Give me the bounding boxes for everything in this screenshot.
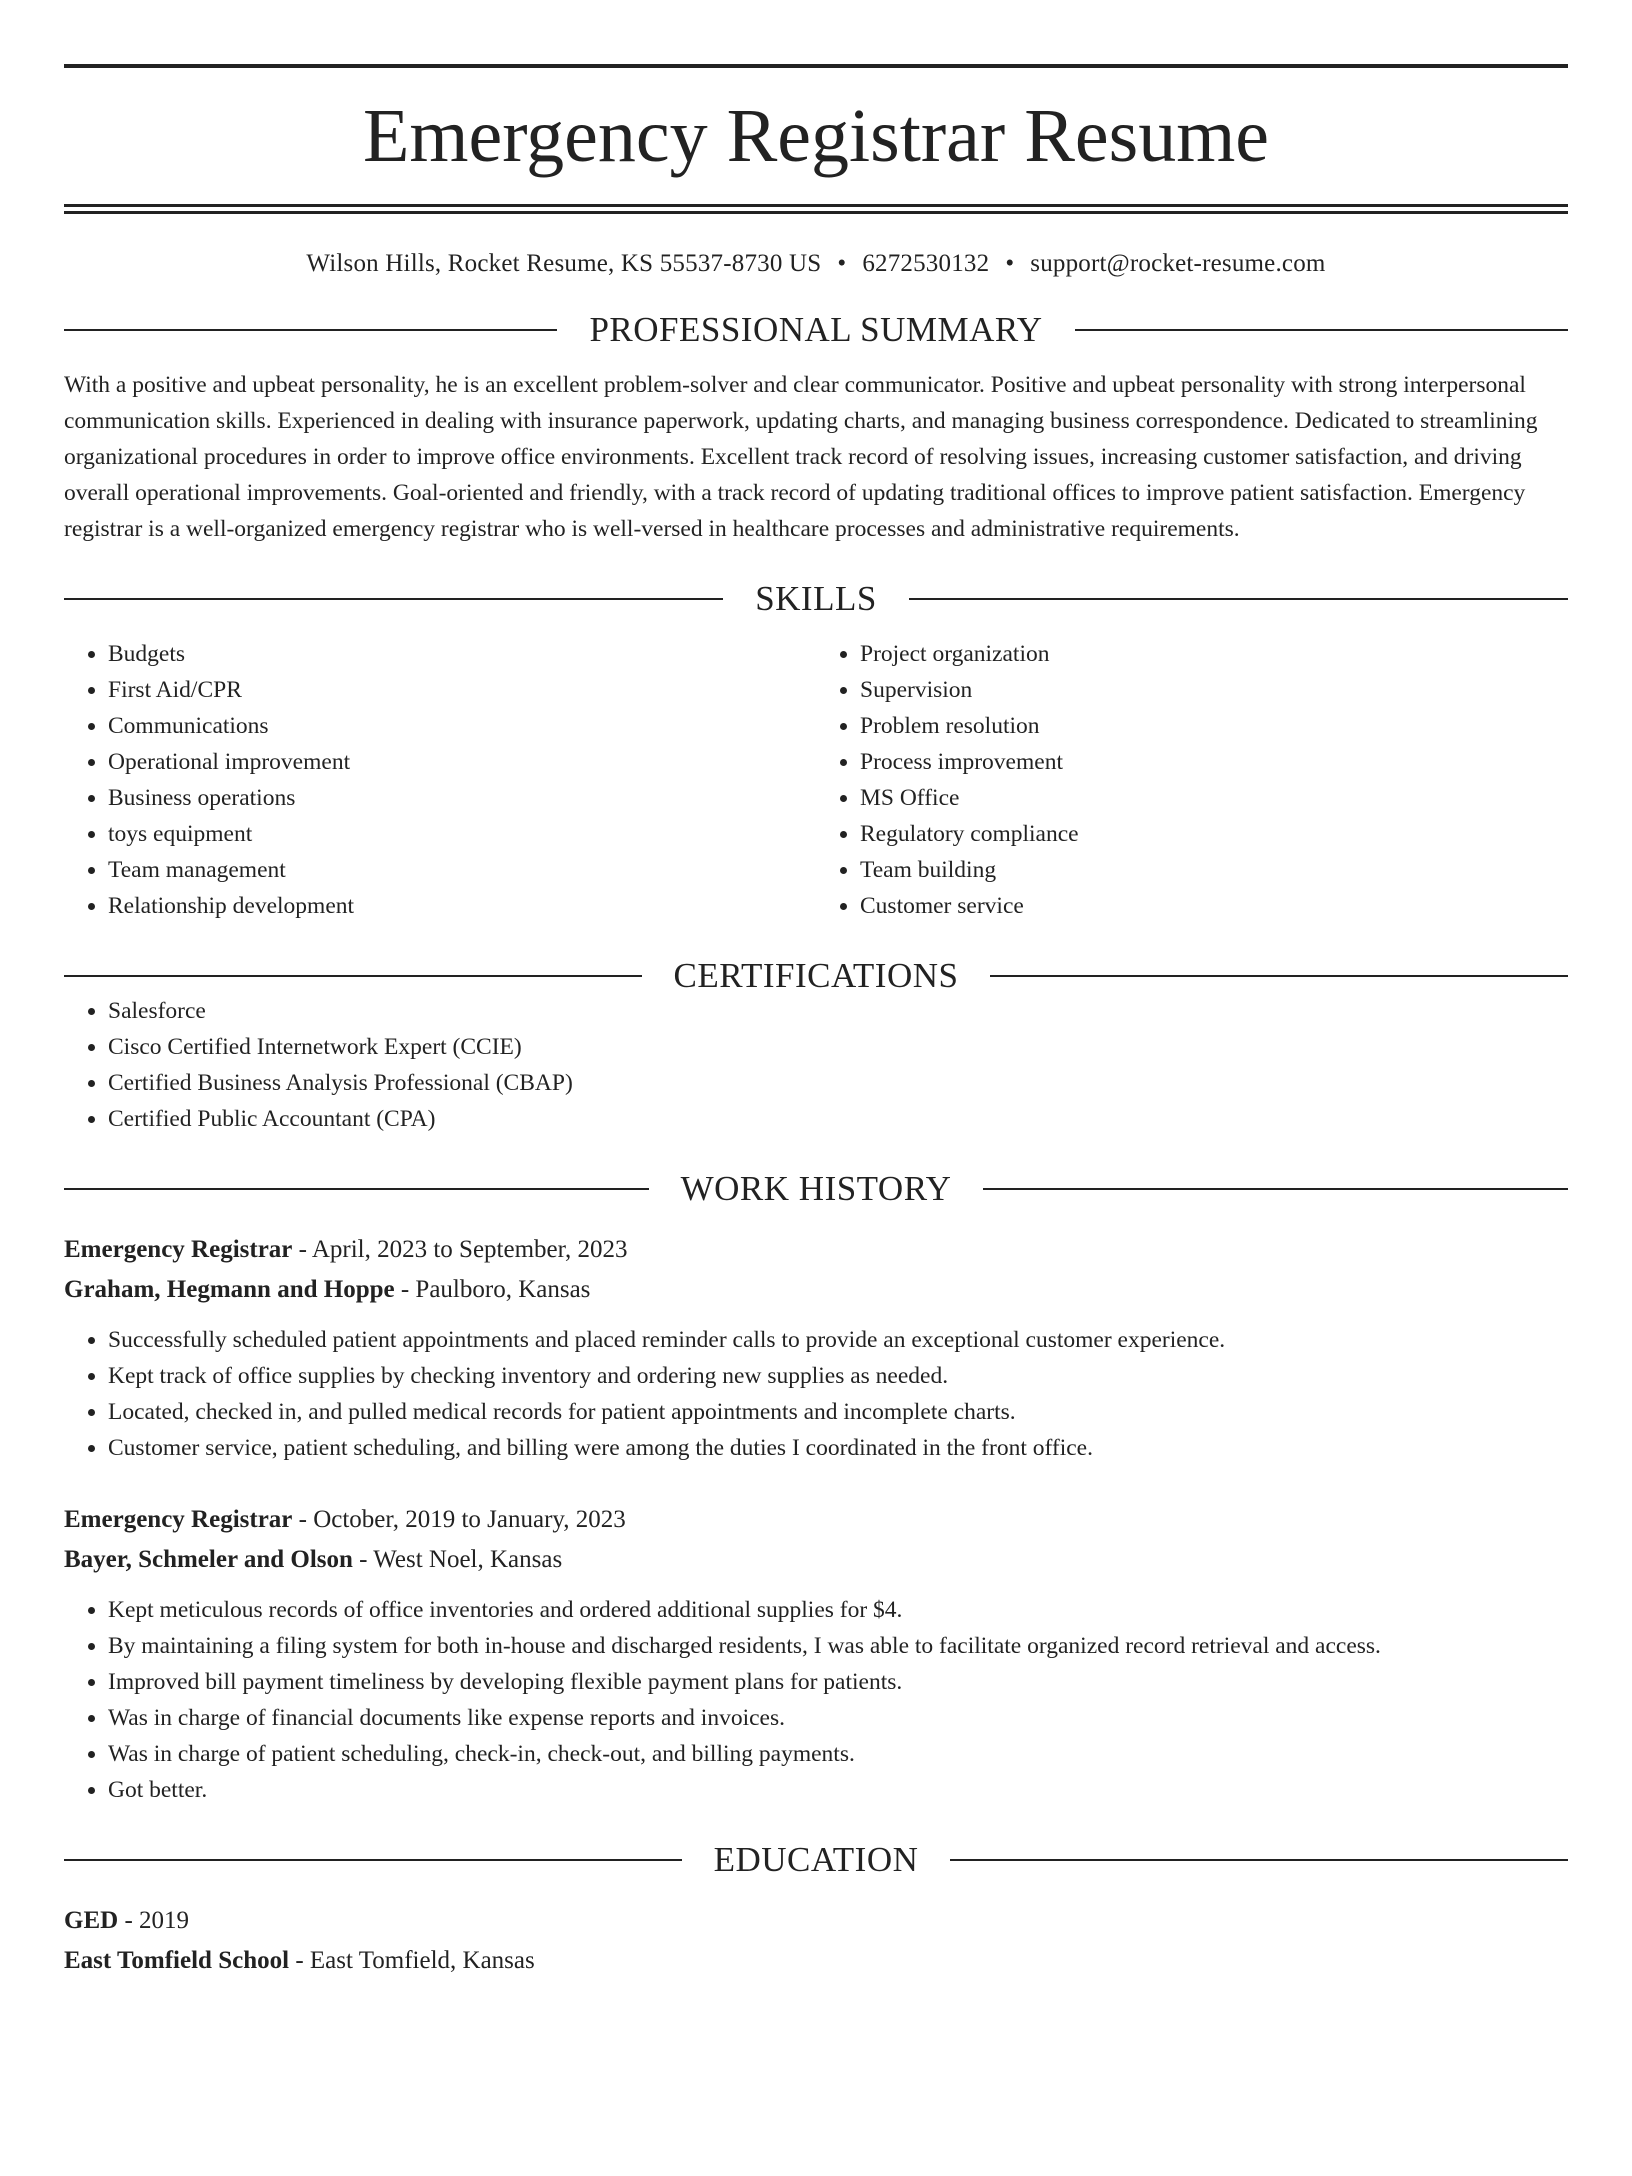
skill-item: • MS Office	[860, 780, 1568, 816]
job-bullet: • Got better.	[108, 1772, 1568, 1808]
section-heading-label: EDUCATION	[713, 1840, 919, 1879]
education-school: East Tomfield School	[64, 1947, 290, 1974]
heading-rule-right	[909, 598, 1568, 600]
job-bullet: • Successfully scheduled patient appointments and placed reminder calls to provide an exceptional customer experience.	[108, 1322, 1568, 1358]
job-dates: - April, 2023 to September, 2023	[292, 1236, 628, 1263]
contact-email: support@rocket-resume.com	[1030, 250, 1326, 277]
job-bullet: • Improved bill payment timeliness by developing flexible payment plans for patients.	[108, 1664, 1568, 1700]
skills-list-left	[64, 636, 816, 924]
job-bullet: • Kept meticulous records of office inventories and ordered additional supplies for $4.	[108, 1592, 1568, 1628]
heading-rule-left	[64, 329, 557, 331]
job-bullet: • Customer service, patient scheduling, and billing were among the duties I coordinated in the front office.	[108, 1430, 1568, 1466]
job-entry	[64, 1230, 1568, 1466]
section-heading-work-history	[64, 1171, 1568, 1206]
job-title-line	[64, 1230, 1568, 1270]
heading-rule-right	[990, 975, 1568, 977]
heading-rule-right	[983, 1188, 1568, 1190]
contact-line	[64, 250, 1568, 278]
skill-item: • Relationship development	[108, 888, 816, 924]
heading-rule-right	[950, 1859, 1568, 1861]
skills-column-left	[64, 636, 816, 924]
summary-text: With a positive and upbeat personality, he is an excellent problem-solver and clear communicator. Positive and upbeat personality with strong interpersonal communication skills. Experienced in dealing with insurance paperwork, updating charts, and managing business correspondence. Dedicated to streamlining organizational procedures in order to improve office environments. Excellent track record of resolving issues, increasing customer satisfaction, and driving overall operational improvements. Goal-oriented and friendly, with a track record of updating traditional offices to improve patient satisfaction. Emergency registrar is a well-organized emergency registrar who is well-versed in healthcare processes and administrative requirements.	[64, 372, 1538, 542]
job-bullets	[64, 1322, 1568, 1466]
job-company-line	[64, 1540, 1568, 1580]
skill-item: • Problem resolution	[860, 708, 1568, 744]
education-year: - 2019	[118, 1907, 190, 1934]
certification-item: • Cisco Certified Internetwork Expert (CCIE)	[108, 1029, 1568, 1065]
section-heading-label: CERTIFICATIONS	[673, 956, 959, 995]
skill-item: • Communications	[108, 708, 816, 744]
section-heading-label: PROFESSIONAL SUMMARY	[589, 310, 1043, 349]
job-bullets	[64, 1592, 1568, 1808]
job-location: - Paulboro, Kansas	[394, 1276, 591, 1303]
job-bullet: • Was in charge of financial documents like expense reports and invoices.	[108, 1700, 1568, 1736]
certifications-list	[64, 993, 1568, 1137]
skill-item: • Supervision	[860, 672, 1568, 708]
section-heading-skills	[64, 581, 1568, 616]
job-company: Graham, Hegmann and Hoppe	[64, 1276, 395, 1303]
skill-item: • Project organization	[860, 636, 1568, 672]
skill-item: • Customer service	[860, 888, 1568, 924]
skill-item: • Team management	[108, 852, 816, 888]
contact-phone: 6272530132	[862, 250, 990, 277]
job-company: Bayer, Schmeler and Olson	[64, 1546, 353, 1573]
education-entry	[64, 1901, 1568, 1981]
heading-rule-right	[1075, 329, 1568, 331]
job-bullet: • Kept track of office supplies by checking inventory and ordering new supplies as needed.	[108, 1358, 1568, 1394]
skill-item: • Process improvement	[860, 744, 1568, 780]
skill-item: • Regulatory compliance	[860, 816, 1568, 852]
top-rule	[64, 64, 1568, 68]
skill-item: • Budgets	[108, 636, 816, 672]
contact-separator: •	[837, 250, 847, 277]
skill-item: • Business operations	[108, 780, 816, 816]
contact-separator: •	[1005, 250, 1015, 277]
education-location: - East Tomfield, Kansas	[289, 1947, 535, 1974]
job-bullet: • Located, checked in, and pulled medical records for patient appointments and incomplete charts.	[108, 1394, 1568, 1430]
section-heading-label: SKILLS	[755, 579, 877, 618]
heading-rule-left	[64, 598, 723, 600]
job-title: Emergency Registrar	[64, 1506, 293, 1533]
certification-item: • Certified Public Accountant (CPA)	[108, 1101, 1568, 1137]
resume-page	[0, 64, 1632, 2176]
section-heading-certifications	[64, 958, 1568, 993]
job-title: Emergency Registrar	[64, 1236, 293, 1263]
skill-item: • Team building	[860, 852, 1568, 888]
job-bullet: • Was in charge of patient scheduling, check-in, check-out, and billing payments.	[108, 1736, 1568, 1772]
section-heading-education	[64, 1842, 1568, 1877]
education-degree-line	[64, 1901, 1568, 1941]
job-location: - West Noel, Kansas	[352, 1546, 563, 1573]
skills-list-right	[816, 636, 1568, 924]
certification-item: • Salesforce	[108, 993, 1568, 1029]
skills-column-right	[816, 636, 1568, 924]
job-bullet: • By maintaining a filing system for both in-house and discharged residents, I was able to facilitate organized record retrieval and access.	[108, 1628, 1568, 1664]
section-heading-label: WORK HISTORY	[680, 1169, 952, 1208]
page-title: Emergency Registrar Resume	[362, 94, 1270, 178]
job-company-line	[64, 1270, 1568, 1310]
education-degree: GED	[64, 1907, 119, 1934]
section-heading-summary	[64, 312, 1568, 347]
skill-item: • toys equipment	[108, 816, 816, 852]
skill-item: • First Aid/CPR	[108, 672, 816, 708]
job-entry	[64, 1500, 1568, 1808]
education-school-line	[64, 1941, 1568, 1981]
skill-item: • Operational improvement	[108, 744, 816, 780]
job-title-line	[64, 1500, 1568, 1540]
job-dates: - October, 2019 to January, 2023	[292, 1506, 626, 1533]
heading-rule-left	[64, 1188, 649, 1190]
certification-item: • Certified Business Analysis Professional (CBAP)	[108, 1065, 1568, 1101]
skills-grid	[64, 636, 1568, 924]
heading-rule-left	[64, 975, 642, 977]
contact-address: Wilson Hills, Rocket Resume, KS 55537-8730 US	[306, 250, 822, 277]
title-double-rule	[64, 204, 1568, 214]
heading-rule-left	[64, 1859, 682, 1861]
